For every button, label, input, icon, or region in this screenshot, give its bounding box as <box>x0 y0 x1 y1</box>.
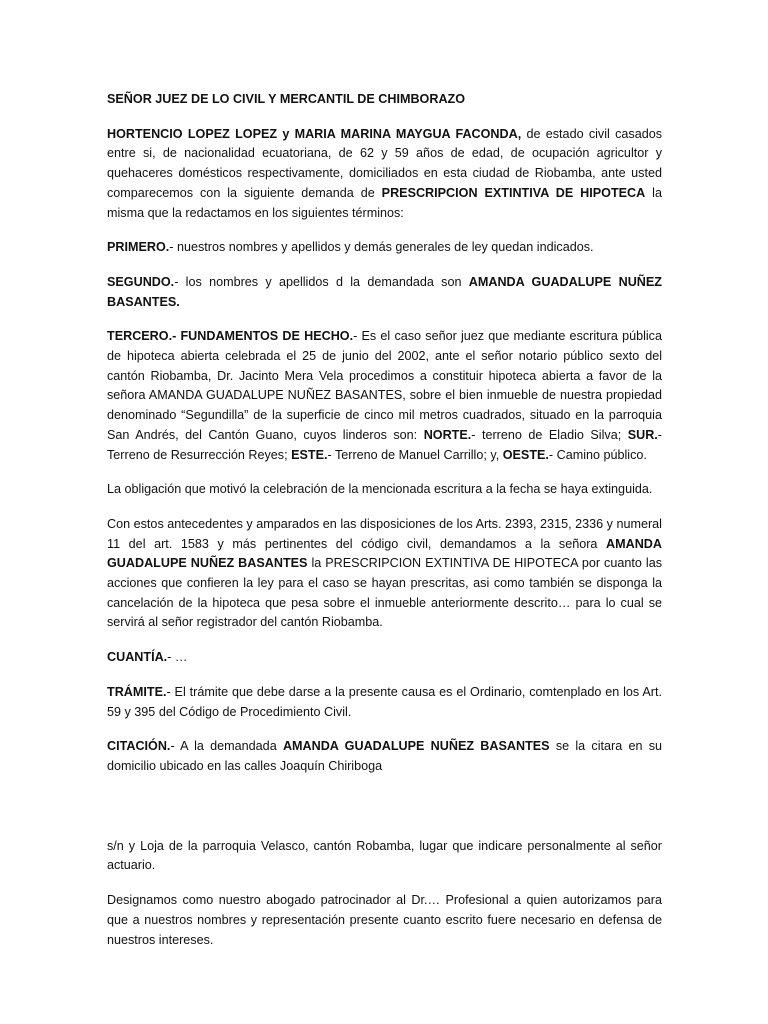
citacion-label: CITACIÓN. <box>107 739 171 754</box>
cuantia-paragraph: CUANTÍA.- … <box>107 650 188 665</box>
tramite-paragraph: TRÁMITE.- El trámite que debe darse a la presente causa es el Ordinario, comtenplado en los Art. 59 y 395 del Código de Procedimiento Civil. <box>107 684 662 719</box>
tramite-label: TRÁMITE. <box>107 684 167 699</box>
abogado-paragraph: Designamos como nuestro abogado patrocinador al Dr.… Profesional a quien autorizamos para que a nuestros nombres y representación presente cuanto escrito fuere necesario en defensa de nuestros intereses. <box>107 893 662 947</box>
direccion-paragraph: s/n y Loja de la parroquia Velasco, cantón Robamba, lugar que indicare personalmente al señor actuario. <box>107 838 662 873</box>
tercero-label: TERCERO.- FUNDAMENTOS DE HECHO. <box>107 329 354 344</box>
demand-type: PRESCRIPCION EXTINTIVA DE HIPOTECA <box>381 185 646 200</box>
cuantia-label: CUANTÍA. <box>107 650 168 665</box>
plaintiff-names: HORTENCIO LOPEZ LOPEZ y MARIA MARINA MAYGUA FACONDA, <box>107 126 522 141</box>
defendant-name: AMANDA GUADALUPE NUÑEZ BASANTES <box>282 739 550 754</box>
page-gap <box>107 792 662 837</box>
segundo-paragraph: SEGUNDO.- los nombres y apellidos d la demandada son AMANDA GUADALUPE NUÑEZ BASANTES. <box>107 274 662 309</box>
intro-paragraph: HORTENCIO LOPEZ LOPEZ y MARIA MARINA MAYGUA FACONDA, de estado civil casados entre si, de nacionalidad ecuatoriana, de 62 y 59 años de edad, de ocupación agricultor y quehaceres domésticos respectivamente, domiciliados en esta ciudad de Riobamba, ante usted comparecemos con la siguiente demanda de PRESCRIPCION EXTINTIVA DE HIPOTECA la misma que la redactamos en los siguientes términos: <box>107 126 662 220</box>
segundo-label: SEGUNDO. <box>107 274 175 289</box>
tercero-paragraph: TERCERO.- FUNDAMENTOS DE HECHO.- Es el caso señor juez que mediante escritura pública de hipoteca abierta celebrada el 25 de junio del 2002, ante el señor notario público sexto del cantón Riobamba, Dr. Jacinto Mera Vela procedimos a constituir hipoteca abierta a favor de la señora AMANDA GUADALUPE NUÑEZ BASANTES, sobre el bien inmueble de nuestra propiedad denominado “Segundilla” de la superficie de cinco mil metros cuadrados, situado en la parroquia San Andrés, del Cantón Guano, cuyos linderos son: NORTE.- terreno de Eladio Silva; SUR.- Terreno de Resurrección Reyes; ESTE.- Terreno de Manuel Carrillo; y, OESTE.- Camino público. <box>107 329 662 462</box>
defendant-name: AMANDA GUADALUPE NUÑEZ BASANTES. <box>107 274 662 309</box>
document-heading: SEÑOR JUEZ DE LO CIVIL Y MERCANTIL DE CHIMBORAZO <box>107 92 466 106</box>
obligacion-paragraph: La obligación que motivó la celebración de la mencionada escritura a la fecha se haya extinguida. <box>107 482 653 497</box>
antecedentes-paragraph: Con estos antecedentes y amparados en las disposiciones de los Arts. 2393, 2315, 2336 y numeral 11 del art. 1583 y más pertinentes del código civil, demandamos a la señora AMANDA GUADALUPE NUÑEZ BASANTES la PRESCRIPCION EXTINTIVA DE HIPOTECA por cuanto las acciones que confieren la ley para el caso se hayan prescritas, asi como también se disponga la cancelación de la hipoteca que pesa sobre el inmueble anteriormente descrito… para lo cual se servirá al señor registrador del cantón Riobamba. <box>107 516 662 630</box>
defendant-name: AMANDA GUADALUPE NUÑEZ BASANTES <box>107 536 662 571</box>
citacion-paragraph: CITACIÓN.- A la demandada AMANDA GUADALUPE NUÑEZ BASANTES se la citara en su domicilio ubicado en las calles Joaquín Chiriboga <box>107 739 662 773</box>
primero-label: PRIMERO. <box>107 240 170 255</box>
primero-paragraph: PRIMERO.- nuestros nombres y apellidos y demás generales de ley quedan indicados. <box>107 240 594 255</box>
